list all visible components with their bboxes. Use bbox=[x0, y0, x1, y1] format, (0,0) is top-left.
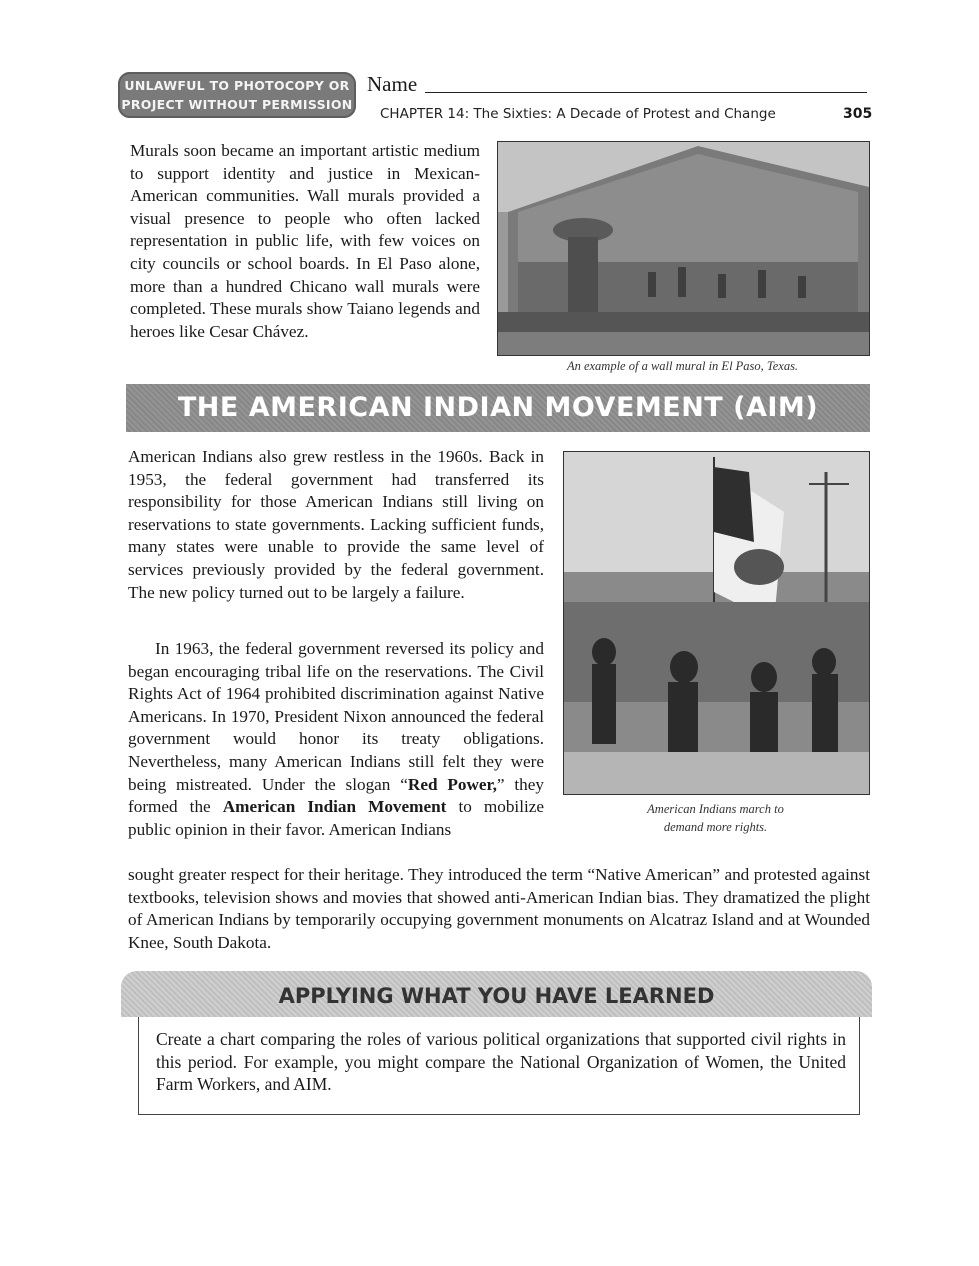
murals-paragraph: Murals soon became an important artistic medium to support identity and justice in Mexican-American communities. Wall murals provided a visual presence to people who often lacked representation in public life, with few voices on city councils or school boards. In El Paso alone, more than a hundred Chicano wall murals were completed. These murals show Taiano legends and heroes like Cesar Chávez. bbox=[130, 141, 480, 341]
badge-line-1: UNLAWFUL TO PHOTOCOPY OR bbox=[124, 78, 350, 93]
mural-photo bbox=[497, 141, 870, 356]
badge-line-2: PROJECT WITHOUT PERMISSION bbox=[121, 97, 353, 112]
aim-paragraph-2 bbox=[128, 638, 544, 841]
applying-section-heading: APPLYING WHAT YOU HAVE LEARNED bbox=[121, 971, 872, 1017]
mural-photo-image bbox=[498, 142, 869, 355]
march-photo bbox=[563, 451, 870, 795]
aim-paragraph-1: American Indians also grew restless in the 1960s. Back in 1953, the federal government had transferred its responsibility for those American Indians still living on reservations to state governments. Lacking sufficient funds, many states were unable to provide the same level of services previously provided by the federal government. The new policy turned out to be largely a failure. bbox=[128, 447, 544, 602]
name-label: Name bbox=[367, 72, 418, 96]
aim-paragraph-2-end: to mobilize public opinion in their favor. American Indians bbox=[128, 797, 544, 839]
march-photo-image bbox=[564, 452, 869, 794]
term-american-indian-movement: American Indian Movement bbox=[222, 797, 447, 817]
term-red-power: Red Power, bbox=[407, 774, 497, 794]
aim-paragraph-2-mid: ” they formed the bbox=[128, 774, 544, 817]
aim-paragraph-2-continued: sought greater respect for their heritage. They introduced the term “Native American” and protested against textbooks, television shows and movies that showed anti-American Indian bias. They dramatized the plight of American Indians by temporarily occupying government monuments on Alcatraz Island and at Wounded Knee, South Dakota. bbox=[128, 865, 870, 952]
march-photo-caption bbox=[563, 800, 868, 836]
march-photo-caption-line-1: American Indians march to bbox=[647, 802, 784, 816]
page-number: 305 bbox=[843, 106, 873, 122]
march-photo-caption-line-2: demand more rights. bbox=[663, 820, 768, 834]
name-line bbox=[425, 92, 867, 93]
chapter-title: CHAPTER 14: The Sixties: A Decade of Protest and Change bbox=[380, 106, 776, 122]
copyright-badge bbox=[118, 72, 356, 118]
aim-paragraph-2-start: In 1963, the federal government reversed its policy and began encouraging tribal life on the reservations. The Civil Rights Act of 1964 prohibited discrimination against Native Americans. In 1970, President Nixon announced the federal government would honor its treaty obligations. Nevertheless, many American Indians still felt they were being mistreated. Under the slogan “ bbox=[128, 639, 544, 794]
aim-section-heading: THE AMERICAN INDIAN MOVEMENT (AIM) bbox=[126, 384, 870, 432]
mural-photo-caption: An example of a wall mural in El Paso, Texas. bbox=[566, 359, 799, 373]
activity-text: Create a chart comparing the roles of various political organizations that supported civil rights in this period. For example, you might compare the National Organization of Women, the United Farm Workers, and AIM. bbox=[156, 1029, 846, 1095]
